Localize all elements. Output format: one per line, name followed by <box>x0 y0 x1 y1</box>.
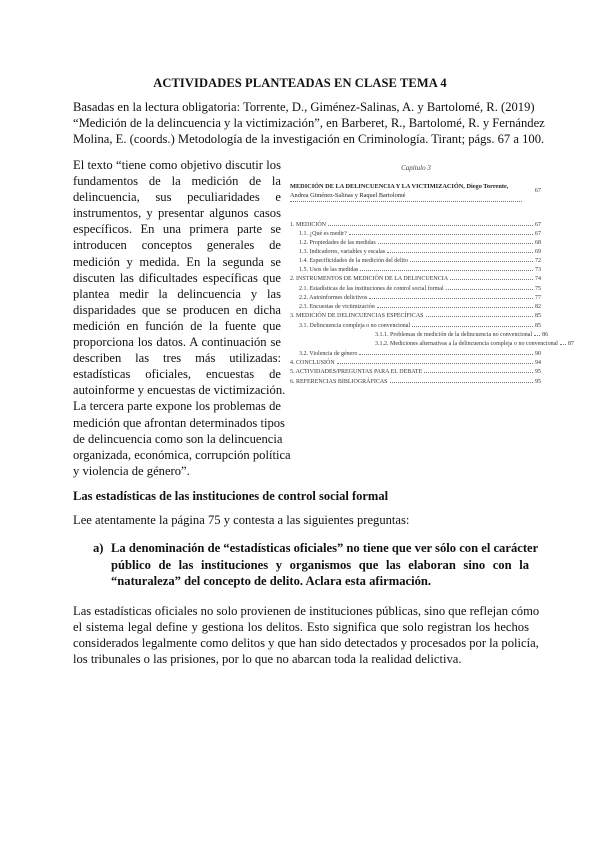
toc-entry-page: 95 <box>535 379 541 385</box>
section-heading: Las estadísticas de las instituciones de control social formal <box>73 489 389 503</box>
instruction-text: Lee atentamente la página 75 y contesta a las siguientes preguntas: <box>73 513 410 527</box>
description-line: medición y medida. En la segunda se <box>73 254 281 269</box>
description-line: instrumentos, y presentar algunos casos <box>73 206 281 221</box>
toc-entry-title: 4. CONCLUSIÓN <box>290 360 335 366</box>
toc-entry <box>290 222 541 228</box>
description-line: La tercera parte expone los problemas de <box>73 399 281 414</box>
description-line: estadísticas oficiales, encuestas de <box>73 367 281 382</box>
question-line: público de las instituciones y organismos que las elaboran sino con la <box>111 557 529 572</box>
description-line: disparidades que se producen en dicha <box>73 302 281 317</box>
toc-entry-title: 3.2. Violencia de género <box>299 351 358 357</box>
toc-entry <box>299 249 541 255</box>
toc-entry <box>290 369 541 375</box>
toc-entry-title: 1.2. Propiedades de las medidas <box>299 240 376 246</box>
description-line: autoinforme y encuestas de victimización. <box>73 383 286 398</box>
toc-leader-dots <box>412 326 533 327</box>
toc-entry-title: 1.5. Usos de las medidas <box>299 267 359 273</box>
intro-line: “Medición de la delincuencia y la victimización”, en Barberet, R., Bartolomé, R. y Fernández <box>73 116 545 131</box>
toc-entry-title: 1.4. Especificidades de la medición del delito <box>299 258 408 264</box>
description-line: proporciona los datos. A continuación se <box>73 335 281 350</box>
toc-entry-title: 3.1.1. Problemas de medición de la delincuencia no convencional <box>375 332 533 338</box>
toc-caption: Capítulo 3 <box>401 164 431 172</box>
toc-entry-page: 75 <box>535 286 541 292</box>
answer-line: el sistema legal define y gestiona los delitos. Esto significa que solo registran los hechos <box>73 620 529 635</box>
document-title: ACTIVIDADES PLANTEADAS EN CLASE TEMA 4 <box>153 76 447 90</box>
answer-line: los tribunales o las prisiones, por lo que no abarcan toda la realidad delictiva. <box>73 652 462 667</box>
toc-entry-page: 87 <box>567 341 574 347</box>
toc-leader-dots <box>349 234 533 235</box>
toc-leader-dots <box>328 225 533 226</box>
question-line: “naturaleza” del concepto de delito. Aclara esta afirmación. <box>111 574 432 589</box>
toc-entry <box>299 240 541 246</box>
toc-entry <box>299 323 541 329</box>
toc-entry-page: 74 <box>535 276 541 282</box>
toc-leader-dots <box>359 354 533 355</box>
toc-entry <box>299 267 541 273</box>
answer-line: considerados legalmente como delitos y que han sido detectados y procesados por la policía, <box>73 636 539 651</box>
toc-entry <box>290 379 541 385</box>
toc-entry-page: 85 <box>535 313 541 319</box>
toc-heading <box>290 182 522 202</box>
description-line: El texto “tiene como objetivo discutir los <box>73 158 281 172</box>
toc-entry-title: 3.1. Delincuencia compleja o no convencional <box>299 323 411 329</box>
toc-heading-page: 67 <box>534 187 541 194</box>
toc-entry-page: 73 <box>535 267 541 273</box>
description-line: específicos. En una primera parte se <box>73 222 281 237</box>
toc-entry-page: 67 <box>535 222 541 228</box>
toc-entry-page: 85 <box>535 323 541 329</box>
question-line: La denominación de “estadísticas oficiales” no tiene que ver sólo con el carácter <box>111 541 539 555</box>
question-text <box>111 540 539 590</box>
question-marker: a) <box>93 541 104 555</box>
toc-entry <box>290 360 541 366</box>
toc-leader-dots <box>378 243 533 244</box>
toc-entry <box>290 276 541 282</box>
answer-line: Las estadísticas oficiales no solo provienen de instituciones públicas, sino que reflejan cómo <box>73 604 540 618</box>
toc-entry-page: 90 <box>535 351 541 357</box>
toc-entry-page: 94 <box>535 360 541 366</box>
description-line: delincuencia, sus peculiaridades e <box>73 190 281 205</box>
toc-leader-dots <box>426 316 533 317</box>
toc-entry-title: 1.3. Indicadores, variables y escalas <box>299 249 386 255</box>
intro-line: Molina, E. (coords.) Metodología de la investigación en Criminología. Tirant; págs. 67 a 100. <box>73 132 545 147</box>
toc-entry-page: 86 <box>542 332 549 338</box>
description-line: describen las tres más utilizadas: <box>73 351 281 366</box>
toc-entry <box>290 313 541 319</box>
toc-heading-line: Andrea Giménez-Salinas y Raquel Bartolomé <box>290 191 522 202</box>
toc-entry-title: 1. MEDICIÓN <box>290 222 326 228</box>
toc-entry-page: 82 <box>535 304 541 310</box>
toc-entry <box>299 231 541 237</box>
toc-leader-dots <box>446 289 533 290</box>
description-line: organizada, económica, corrupción política <box>73 447 291 462</box>
toc-leader-dots <box>387 252 533 253</box>
toc-leader-dots <box>369 298 533 299</box>
toc-entry-title: 2. INSTRUMENTOS DE MEDICIÓN DE LA DELINCUENCIA <box>290 276 449 282</box>
description-line: fundamentos de la medición de la <box>73 174 281 189</box>
toc-leader-dots <box>360 270 533 271</box>
answer-paragraph <box>73 603 540 667</box>
description-line: medición en función de la fuente que <box>73 318 281 333</box>
toc-entry <box>299 295 541 301</box>
toc-entry <box>299 304 541 310</box>
toc-entry <box>299 258 541 264</box>
description-line: plantea medir la delincuencia y las <box>73 286 281 301</box>
description-line: discuten las dificultades específicas que <box>73 270 281 285</box>
toc-entry-page: 67 <box>535 231 541 237</box>
toc-entry-title: 6. REFERENCIAS BIBLIOGRÁFICAS <box>290 379 388 385</box>
toc-entry <box>375 341 574 347</box>
toc-leader-dots <box>337 363 533 364</box>
toc-leader-dots <box>450 279 533 280</box>
toc-leader-dots <box>377 307 533 308</box>
description-paragraph <box>73 157 291 479</box>
toc-entry <box>299 286 541 292</box>
toc-leader-dots <box>390 382 533 383</box>
toc-entry <box>375 332 549 338</box>
toc-leader-dots <box>424 372 533 373</box>
toc-entry-title: 3. MEDICIÓN DE DELINCUENCIAS ESPECÍFICAS <box>290 313 424 319</box>
description-line: introducen conceptos generales de <box>73 238 281 253</box>
toc-entry-title: 3.1.2. Mediciones alternativas a la delincuencia compleja o no convencional <box>375 341 558 347</box>
description-line: de delincuencia como son la delincuencia <box>73 431 283 446</box>
intro-line: Basadas en la lectura obligatoria: Torrente, D., Giménez-Salinas, A. y Bartolomé, R. (2019) <box>73 100 535 114</box>
toc-entry-title: 2.1. Estadísticas de las instituciones de control social formal <box>299 286 444 292</box>
description-line: medición que afrontan determinados tipos <box>73 415 285 430</box>
toc-entry <box>299 351 541 357</box>
description-line: y violencia de género”. <box>73 463 190 478</box>
toc-entry-title: 1.1. ¿Qué es medir? <box>299 231 347 237</box>
table-of-contents-image <box>289 160 574 436</box>
toc-leader-dots <box>410 261 533 262</box>
toc-entry-page: 95 <box>535 369 541 375</box>
toc-entry-page: 69 <box>535 249 541 255</box>
intro-paragraph <box>73 99 545 147</box>
toc-entry-title: 5. ACTIVIDADES/PREGUNTAS PARA EL DEBATE <box>290 369 423 375</box>
toc-entry-page: 77 <box>535 295 541 301</box>
toc-entry-page: 72 <box>535 258 541 264</box>
toc-entry-title: 2.2. Autoinformes delictivos <box>299 295 368 301</box>
toc-entry-page: 68 <box>535 240 541 246</box>
toc-entry-title: 2.3. Encuestas de victimización <box>299 304 375 310</box>
toc-heading-line: MEDICIÓN DE LA DELINCUENCIA Y LA VICTIMIZACIÓN, Diego Torrente, <box>290 183 509 190</box>
